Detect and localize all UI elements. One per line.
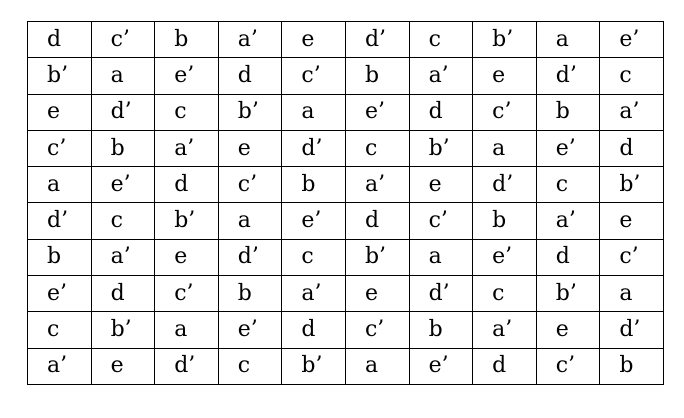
- table-cell: c’: [345, 312, 409, 348]
- table-cell: d’: [473, 167, 537, 203]
- table-cell: a’: [282, 276, 346, 312]
- table-cell: a’: [600, 94, 664, 130]
- table-cell: d: [345, 203, 409, 239]
- table-cell: d’: [409, 276, 473, 312]
- table-cell: d’: [28, 203, 92, 239]
- table-cell: d: [473, 348, 537, 384]
- table-row: [28, 94, 664, 130]
- table-cell: c’: [282, 58, 346, 94]
- table-cell: c: [218, 348, 282, 384]
- table-cell: a’: [409, 58, 473, 94]
- table-cell: c’: [28, 130, 92, 166]
- table-cell: c: [600, 58, 664, 94]
- table-cell: b’: [345, 239, 409, 275]
- table-cell: a’: [155, 130, 219, 166]
- table-cell: d’: [345, 22, 409, 58]
- table-cell: b: [536, 94, 600, 130]
- table-cell: c’: [473, 94, 537, 130]
- table-cell: e’: [28, 276, 92, 312]
- table-cell: d’: [536, 58, 600, 94]
- table-cell: b’: [600, 167, 664, 203]
- table-cell: b: [409, 312, 473, 348]
- table-cell: a: [600, 276, 664, 312]
- table-cell: e’: [345, 94, 409, 130]
- table-cell: a’: [536, 203, 600, 239]
- table-cell: d’: [282, 130, 346, 166]
- table-cell: c: [282, 239, 346, 275]
- table-cell: b: [155, 22, 219, 58]
- table-cell: e: [473, 58, 537, 94]
- table-cell: d: [218, 58, 282, 94]
- table-cell: e: [600, 203, 664, 239]
- table-cell: e: [28, 94, 92, 130]
- table-cell: a: [91, 58, 155, 94]
- table-cell: b: [282, 167, 346, 203]
- table-body: [28, 22, 664, 385]
- table-cell: d: [536, 239, 600, 275]
- table-cell: c: [91, 203, 155, 239]
- table-cell: e’: [282, 203, 346, 239]
- table-cell: b: [91, 130, 155, 166]
- table-cell: b’: [28, 58, 92, 94]
- table-cell: c: [473, 276, 537, 312]
- table-cell: e’: [600, 22, 664, 58]
- table-cell: a: [282, 94, 346, 130]
- table-cell: b: [473, 203, 537, 239]
- table-cell: e: [155, 239, 219, 275]
- table-row: [28, 203, 664, 239]
- table-cell: c’: [91, 22, 155, 58]
- table-cell: a: [345, 348, 409, 384]
- table-cell: d’: [600, 312, 664, 348]
- table-cell: b’: [536, 276, 600, 312]
- table-cell: e’: [473, 239, 537, 275]
- table-cell: d: [600, 130, 664, 166]
- table-cell: b: [28, 239, 92, 275]
- table-cell: d’: [91, 94, 155, 130]
- table-cell: d: [409, 94, 473, 130]
- table-cell: a: [536, 22, 600, 58]
- table-cell: a: [28, 167, 92, 203]
- table-cell: e’: [409, 348, 473, 384]
- table-cell: a’: [218, 22, 282, 58]
- table-cell: a: [218, 203, 282, 239]
- table-cell: a’: [28, 348, 92, 384]
- table-cell: e: [409, 167, 473, 203]
- latin-square-table: [27, 21, 664, 385]
- table-cell: b’: [473, 22, 537, 58]
- table-cell: d: [282, 312, 346, 348]
- table-cell: c’: [409, 203, 473, 239]
- table-cell: e’: [155, 58, 219, 94]
- table-cell: c’: [600, 239, 664, 275]
- table-cell: d: [91, 276, 155, 312]
- table-cell: c: [345, 130, 409, 166]
- table-cell: c: [28, 312, 92, 348]
- table-cell: e: [282, 22, 346, 58]
- table-row: [28, 239, 664, 275]
- table-cell: b: [600, 348, 664, 384]
- table-cell: b: [345, 58, 409, 94]
- table-cell: b: [218, 276, 282, 312]
- table-row: [28, 58, 664, 94]
- table-row: [28, 130, 664, 166]
- table-cell: b’: [155, 203, 219, 239]
- table-cell: a’: [345, 167, 409, 203]
- table-cell: e: [536, 312, 600, 348]
- table-cell: c: [155, 94, 219, 130]
- table-cell: b’: [218, 94, 282, 130]
- table-cell: c: [536, 167, 600, 203]
- table-cell: e: [91, 348, 155, 384]
- table-cell: e: [345, 276, 409, 312]
- table-cell: e’: [218, 312, 282, 348]
- table-row: [28, 276, 664, 312]
- table-row: [28, 22, 664, 58]
- table-cell: e: [218, 130, 282, 166]
- table-cell: b’: [282, 348, 346, 384]
- table-cell: c: [409, 22, 473, 58]
- grid-container: [27, 21, 664, 385]
- table-cell: d: [28, 22, 92, 58]
- table-cell: c’: [536, 348, 600, 384]
- table-cell: a: [473, 130, 537, 166]
- table-cell: e’: [536, 130, 600, 166]
- table-cell: d: [155, 167, 219, 203]
- table-cell: e’: [91, 167, 155, 203]
- table-row: [28, 167, 664, 203]
- table-cell: c’: [155, 276, 219, 312]
- table-cell: a’: [91, 239, 155, 275]
- table-cell: d’: [218, 239, 282, 275]
- table-cell: b’: [409, 130, 473, 166]
- table-cell: d’: [155, 348, 219, 384]
- table-cell: a: [409, 239, 473, 275]
- table-row: [28, 312, 664, 348]
- table-cell: c’: [218, 167, 282, 203]
- table-cell: a: [155, 312, 219, 348]
- table-cell: a’: [473, 312, 537, 348]
- table-row: [28, 348, 664, 384]
- table-cell: b’: [91, 312, 155, 348]
